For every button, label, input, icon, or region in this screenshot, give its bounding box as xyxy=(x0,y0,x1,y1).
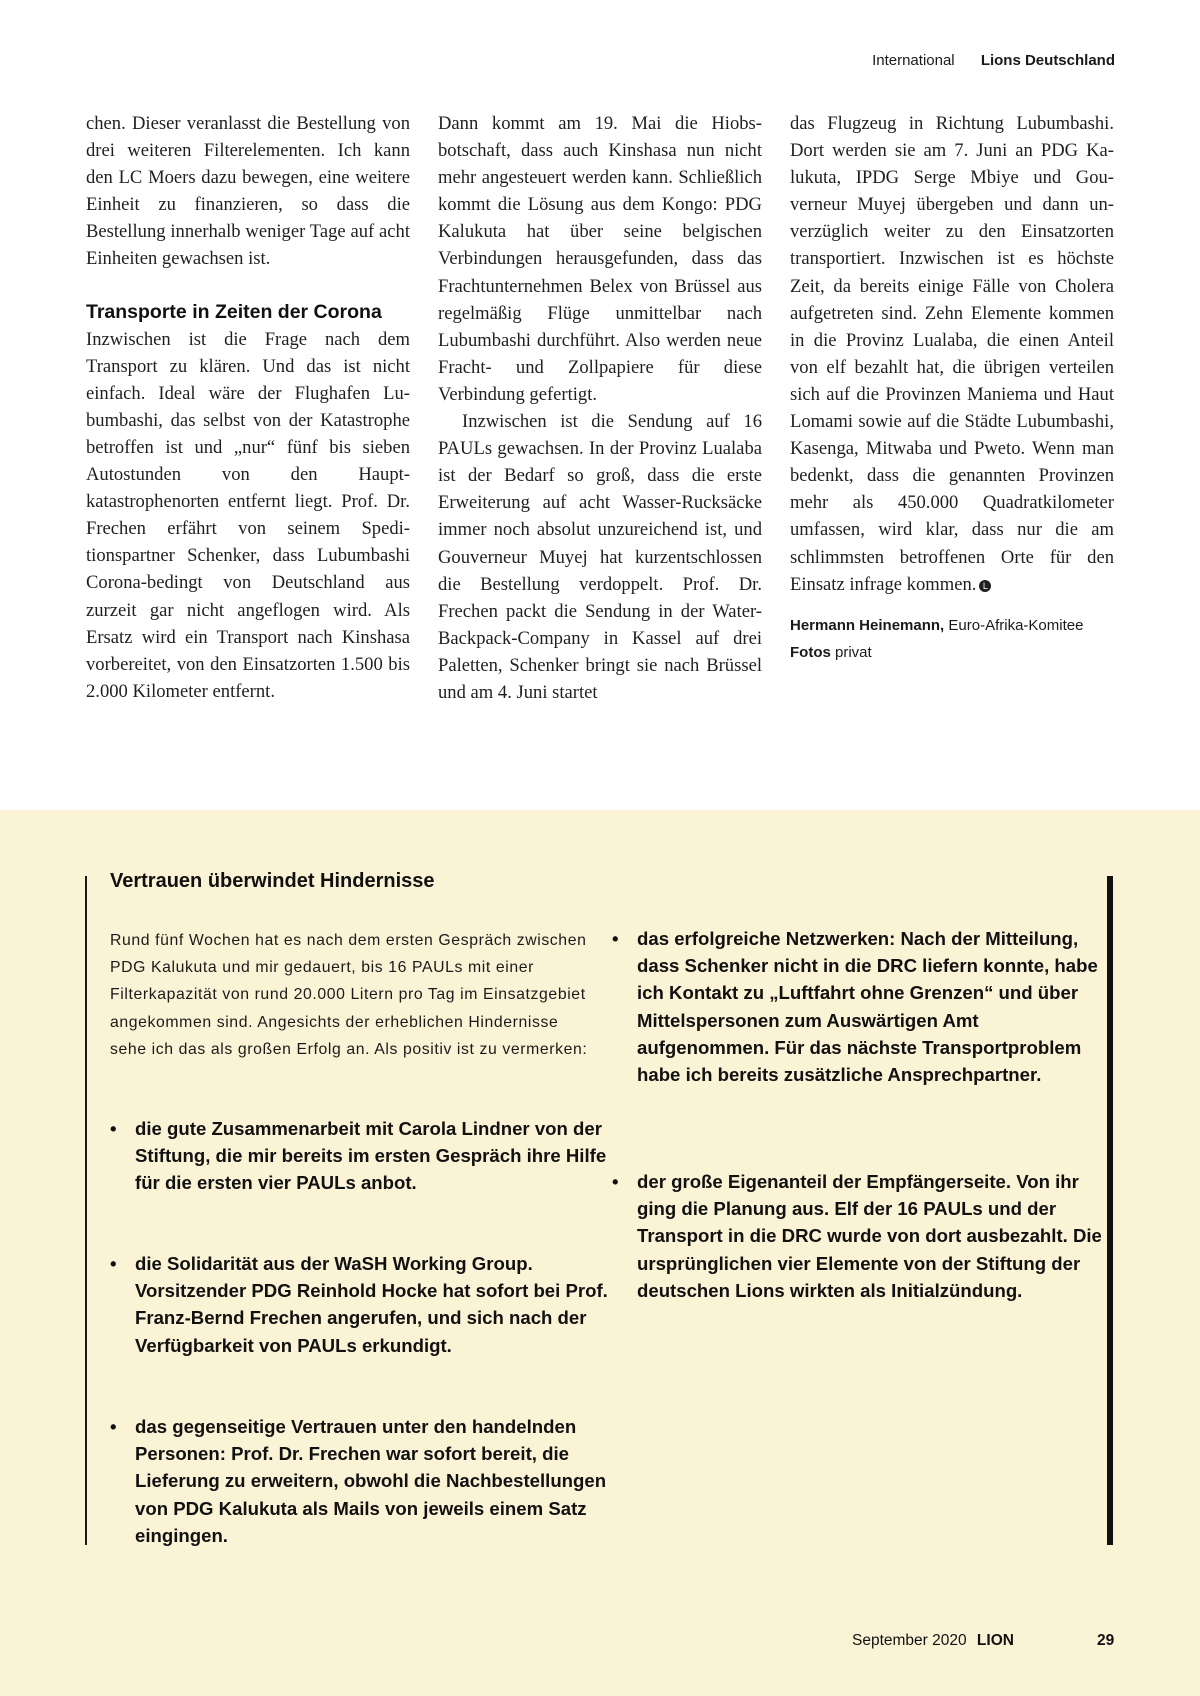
photo-label: Fotos xyxy=(790,643,831,661)
paragraph-text: das Flugzeug in Richtung Lubumbashi. Dort werden sie am 7. Juni an PDG Kalukuta, IPDG Serge Mbiye und Gouverneur Muyej übergeben und dann unverzüglich weiter zu den Einsatzorten transportiert. Inzwischen ist es höchste Zeit, da bereits einige Fälle von Cholera aufgetreten sind. Zehn Elemente kommen in die Provinz Lualaba, die einen Anteil von elf bezahlt hat, die übrigen verteilen sich auf die Provinzen Maniema und Haut Lomami sowie auf die Städte Lubumbashi, Kasenga, Mitwaba und Pweto. Wenn man bedenkt, dass die genannten Provinzen mehr als 450.000 Quadratkilometer umfassen, wird klar, dass nur die am schlimmsten betroffenen Orte für den Einsatz infrage kommen. xyxy=(790,113,1114,595)
bullet-icon: • xyxy=(110,1118,117,1139)
box-intro: Rund fünf Wochen hat es nach dem ersten Gespräch zwischen PDG Kalukuta und mir gedauert, bis 16 PAULs mit einer Filterkapazität von rund 20.000 Litern pro Tag im Einsatzgebiet angekommen sind. Angesichts der erheblichen Hindernisse sehe ich das als großen Erfolg an. Als positiv ist zu vermerken: xyxy=(110,932,588,1058)
paragraph: Dann kommt am 19. Mai die Hiobsbotschaft, dass auch Kinshasa nun nicht mehr angesteuert werden kann. Schließlich kommt die Lösung aus dem Kongo: PDG Kalukuta hat über seine belgischen Verbindungen herausgefunden, dass das Frachtunternehmen Belex von Brüssel aus regelmäßig Flüge unmittelbar nach Lubumbashi durchführt. Also werden neue Fracht- und Zollpapiere für diese Verbindung gefertigt. xyxy=(438,113,762,405)
page-footer xyxy=(852,1632,1014,1650)
bullet-text: das gegenseitige Vertrauen unter den handelnden Personen: Prof. Dr. Frechen war sofort bereit, die Lieferung zu erweitern, obwohl die Nachbestellungen von PDG Kalukuta als Mails von jeweils einem Satz eingingen. xyxy=(135,1416,607,1546)
bullet-item xyxy=(110,1250,630,1359)
section-label: International xyxy=(872,52,955,69)
issue-date: September 2020 xyxy=(852,1632,967,1649)
bullet-icon: • xyxy=(612,1171,619,1192)
author-org: Euro-Afrika-Komitee xyxy=(944,616,1084,634)
bullet-icon: • xyxy=(110,1253,117,1274)
paragraph: Inzwischen ist die Sendung auf 16 PAULs gewachsen. In der Provinz Lualaba ist der Bedarf so groß, dass die erste Erweiterung auf acht Wasser-Rucksäcke immer noch absolut unzureichend ist, und Gouverneur Muyej hat kurzentschlossen die Bestellung verdoppelt. Prof. Dr. Frechen packt die Sendung in der Water-Backpack-Company in Kassel auf drei Paletten, Schenker bringt sie nach Brüssel und am 4. Juni startet xyxy=(438,411,762,703)
box-title: Vertrauen überwindet Hindernisse xyxy=(110,870,435,892)
article-column-1 xyxy=(86,110,410,705)
article-column-3 xyxy=(790,110,1114,666)
bullet-text: die Solidarität aus der WaSH Working Group. Vorsitzender PDG Reinhold Hocke hat sofort bei Prof. Franz-Bernd Frechen angerufen, und sich nach der Verfügbarkeit von PAULs erkundigt. xyxy=(135,1253,608,1356)
paragraph: Inzwischen ist die Frage nach dem Transport zu klären. Und das ist nicht einfach. Ideal wäre der Flughafen Lubumbashi, das selbst von der Katastrophe betroffen ist und „nur“ fünf bis sieben Autostunden von den Hauptkatastrophenorten entfernt liegt. Prof. Dr. Frechen erfährt von seinem Speditionspartner Schenker, dass Lubumbashi Corona-bedingt von Deutschland aus zurzeit gar nicht angeflogen wird. Als Ersatz wird ein Transport nach Kinshasa vorbereitet, von den Einsatzorten 1.500 bis 2.000 Kilometer entfernt. xyxy=(86,328,410,702)
box-right-rule xyxy=(1107,876,1113,1545)
subheading: Transporte in Zeiten der Corona xyxy=(86,300,382,323)
bullet-text: die gute Zusammenarbeit mit Carola Lindner von der Stiftung, die mir bereits im ersten Gespräch ihre Hilfe für die ersten vier PAULs anbot. xyxy=(135,1118,607,1194)
author-line xyxy=(790,612,1114,639)
bullet-icon: • xyxy=(110,1416,117,1437)
magazine-label: Lions Deutschland xyxy=(980,52,1115,69)
end-mark-icon: L xyxy=(979,580,991,592)
article-column-2 xyxy=(438,110,762,706)
bullet-text: der große Eigenanteil der Empfängerseite. Von ihr ging die Planung aus. Elf der 16 PAULs und der Transport in die DRC wurde von dort ausbezahlt. Die ursprünglichen vier Elemente von der Stiftung der deutschen Lions wirkten als Initialzündung. xyxy=(637,1171,1102,1301)
bullet-icon: • xyxy=(612,928,619,949)
page-header xyxy=(872,52,1115,69)
page-number: 29 xyxy=(1097,1632,1115,1649)
bullet-item xyxy=(110,1115,630,1197)
box-left-rule xyxy=(85,876,87,1545)
paragraph xyxy=(790,110,1114,598)
bullet-item xyxy=(612,1168,1107,1304)
bullet-item xyxy=(110,1413,630,1549)
author-name: Hermann Heinemann, xyxy=(790,616,945,634)
byline xyxy=(790,612,1114,666)
photo-credit-line xyxy=(790,639,1114,666)
photo-credit: privat xyxy=(830,643,872,661)
paragraph: chen. Dieser veranlasst die Bestellung von drei weiteren Filterelementen. Ich kann den LC Moers dazu bewegen, eine weitere Einheit zu finanzieren, so dass die Bestellung innerhalb weniger Tage auf acht Einheiten gewachsen ist. xyxy=(86,113,410,270)
footer-magazine: LION xyxy=(976,1632,1014,1649)
bullet-text: das erfolgreiche Netzwerken: Nach der Mitteilung, dass Schenker nicht in die DRC liefern konnte, habe ich Kontakt zu „Luftfahrt ohne Grenzen“ und über Mittelspersonen zum Auswärtigen Amt aufgenommen. Für das nächste Transportproblem habe ich bereits zusätzliche Ansprechpartner. xyxy=(637,928,1098,1086)
bullet-item xyxy=(612,925,1107,1088)
